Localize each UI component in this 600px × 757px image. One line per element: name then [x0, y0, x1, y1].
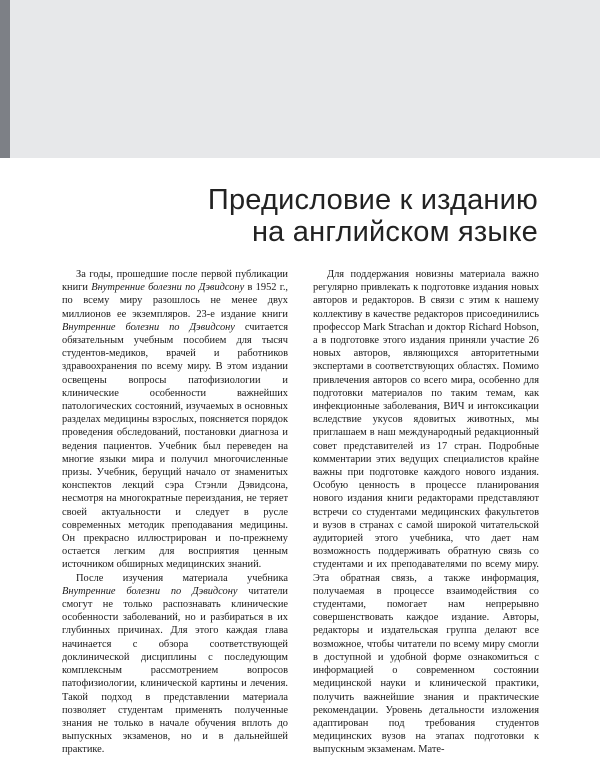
text-run: считается обязательным учебным пособием для тысяч студентов-медиков, врачей и работников здравоохранения по всему миру. В этом издании освещены вопросы патофизиологии и клинические особенности важнейших патологических состояний, изучаемых в основных разделах медицины взрослых, поясняется порядок проведения обследований, постановки диагноза и ведения пациентов. Учебник был переведен на многие языки мира и получил многочисленные призы. Учебник, берущий начало от знаменитых конспектов лекций сэра Стэнли Дэвидсона, несмотря на многократные переиздания, не теряет своей актуальности и следует в русле современных методик преподавания медицины. Он прекрасно иллюстрирован и по-прежнему остается легким для восприятия ценным источником обширных медицинских знаний. — [62, 321, 288, 571]
text-run: За годы, прошедшие после первой публикации книги — [62, 269, 288, 294]
header-band-edge — [0, 0, 10, 158]
text-run: После изучения материала учебника — [76, 572, 288, 584]
book-title-italic: Внутренние болезни по Дэвидсону — [62, 321, 235, 333]
header-band — [0, 0, 600, 158]
right-column — [313, 268, 539, 756]
page-title-line-2: на английском языке — [251, 216, 538, 248]
left-column — [62, 268, 289, 756]
book-title-italic: Внутренние болезни по Дэвидсону — [62, 585, 238, 597]
text-run: читатели смогут не только распознавать клинические особенности заболеваний, но и разбираться в их глубинных причинах. Для этого каждая глава начинается с обзора соответствующей доклинической дисциплины с последующим комплексным рассмотрением вопросов патофизиологии, клинической картины и лечения. Такой подход в представлении материала позволяет студентам применять полученные знания не только в начале обучения вплоть до выпускных экзаменов, но и в дальнейшей практике. — [62, 585, 288, 756]
right-paragraph-1: Для поддержания новизны материала важно регулярно привлекать к подготовке издания новых авторов и редакторов. В связи с этим к нашему коллективу в качестве редакторов присоединились профессор Mark Strachan и доктор Richard Hobson, а в подготовке этого издания приняли участие 26 новых авторов, являющихся авторитетными экспертами в соответствующих областях. Помимо привлечения авторов со всего мира, особенно для подготовки материалов по таким темам, как инфекционные заболевания, ВИЧ и интоксикации вследствие укусов ядовитых животных, мы приглашаем в наш международный редакционный совет представителей из 17 стран. Подробные комментарии этих ведущих специалистов крайне важны при подготовке каждого нового издания. Особую ценность в процессе планирования нового издания книги редакторами представляют встречи со студентами медицинских факультетов и вузов в странах с самой широкой читательской аудиторией этого учебника, что дает нам возможность поддерживать обратную связь со студентами и их преподавателями по всему миру. Эта обратная связь, а также информация, получаемая в процессе взаимодействия со студентами, помогает нам непрерывно совершенствовать каждое издание. Авторы, редакторы и издательская группа делают все возможное, чтобы читатели по всему миру смогли в доступной и удобной форме ознакомиться с информацией о современном состоянии медицинской науки и клинической практики, получить важнейшие знания и практические рекомендации. Уровень детальности изложения адаптирован под требования студентов медицинских вузов на этапах подготовки к выпускным экзаменам. Мате- — [313, 269, 539, 756]
text-run: в 1952 г., по всему миру разошлось не менее двух миллионов ее экземпляров. 23-е издание книги — [62, 282, 289, 320]
left-paragraph-1 — [62, 268, 288, 572]
page-title — [68, 184, 538, 248]
left-paragraph-2 — [62, 572, 288, 757]
page-title-line-1: Предисловие к изданию — [207, 184, 538, 216]
book-title-italic: Внутренние болезни по Дэвидсону — [91, 282, 245, 294]
